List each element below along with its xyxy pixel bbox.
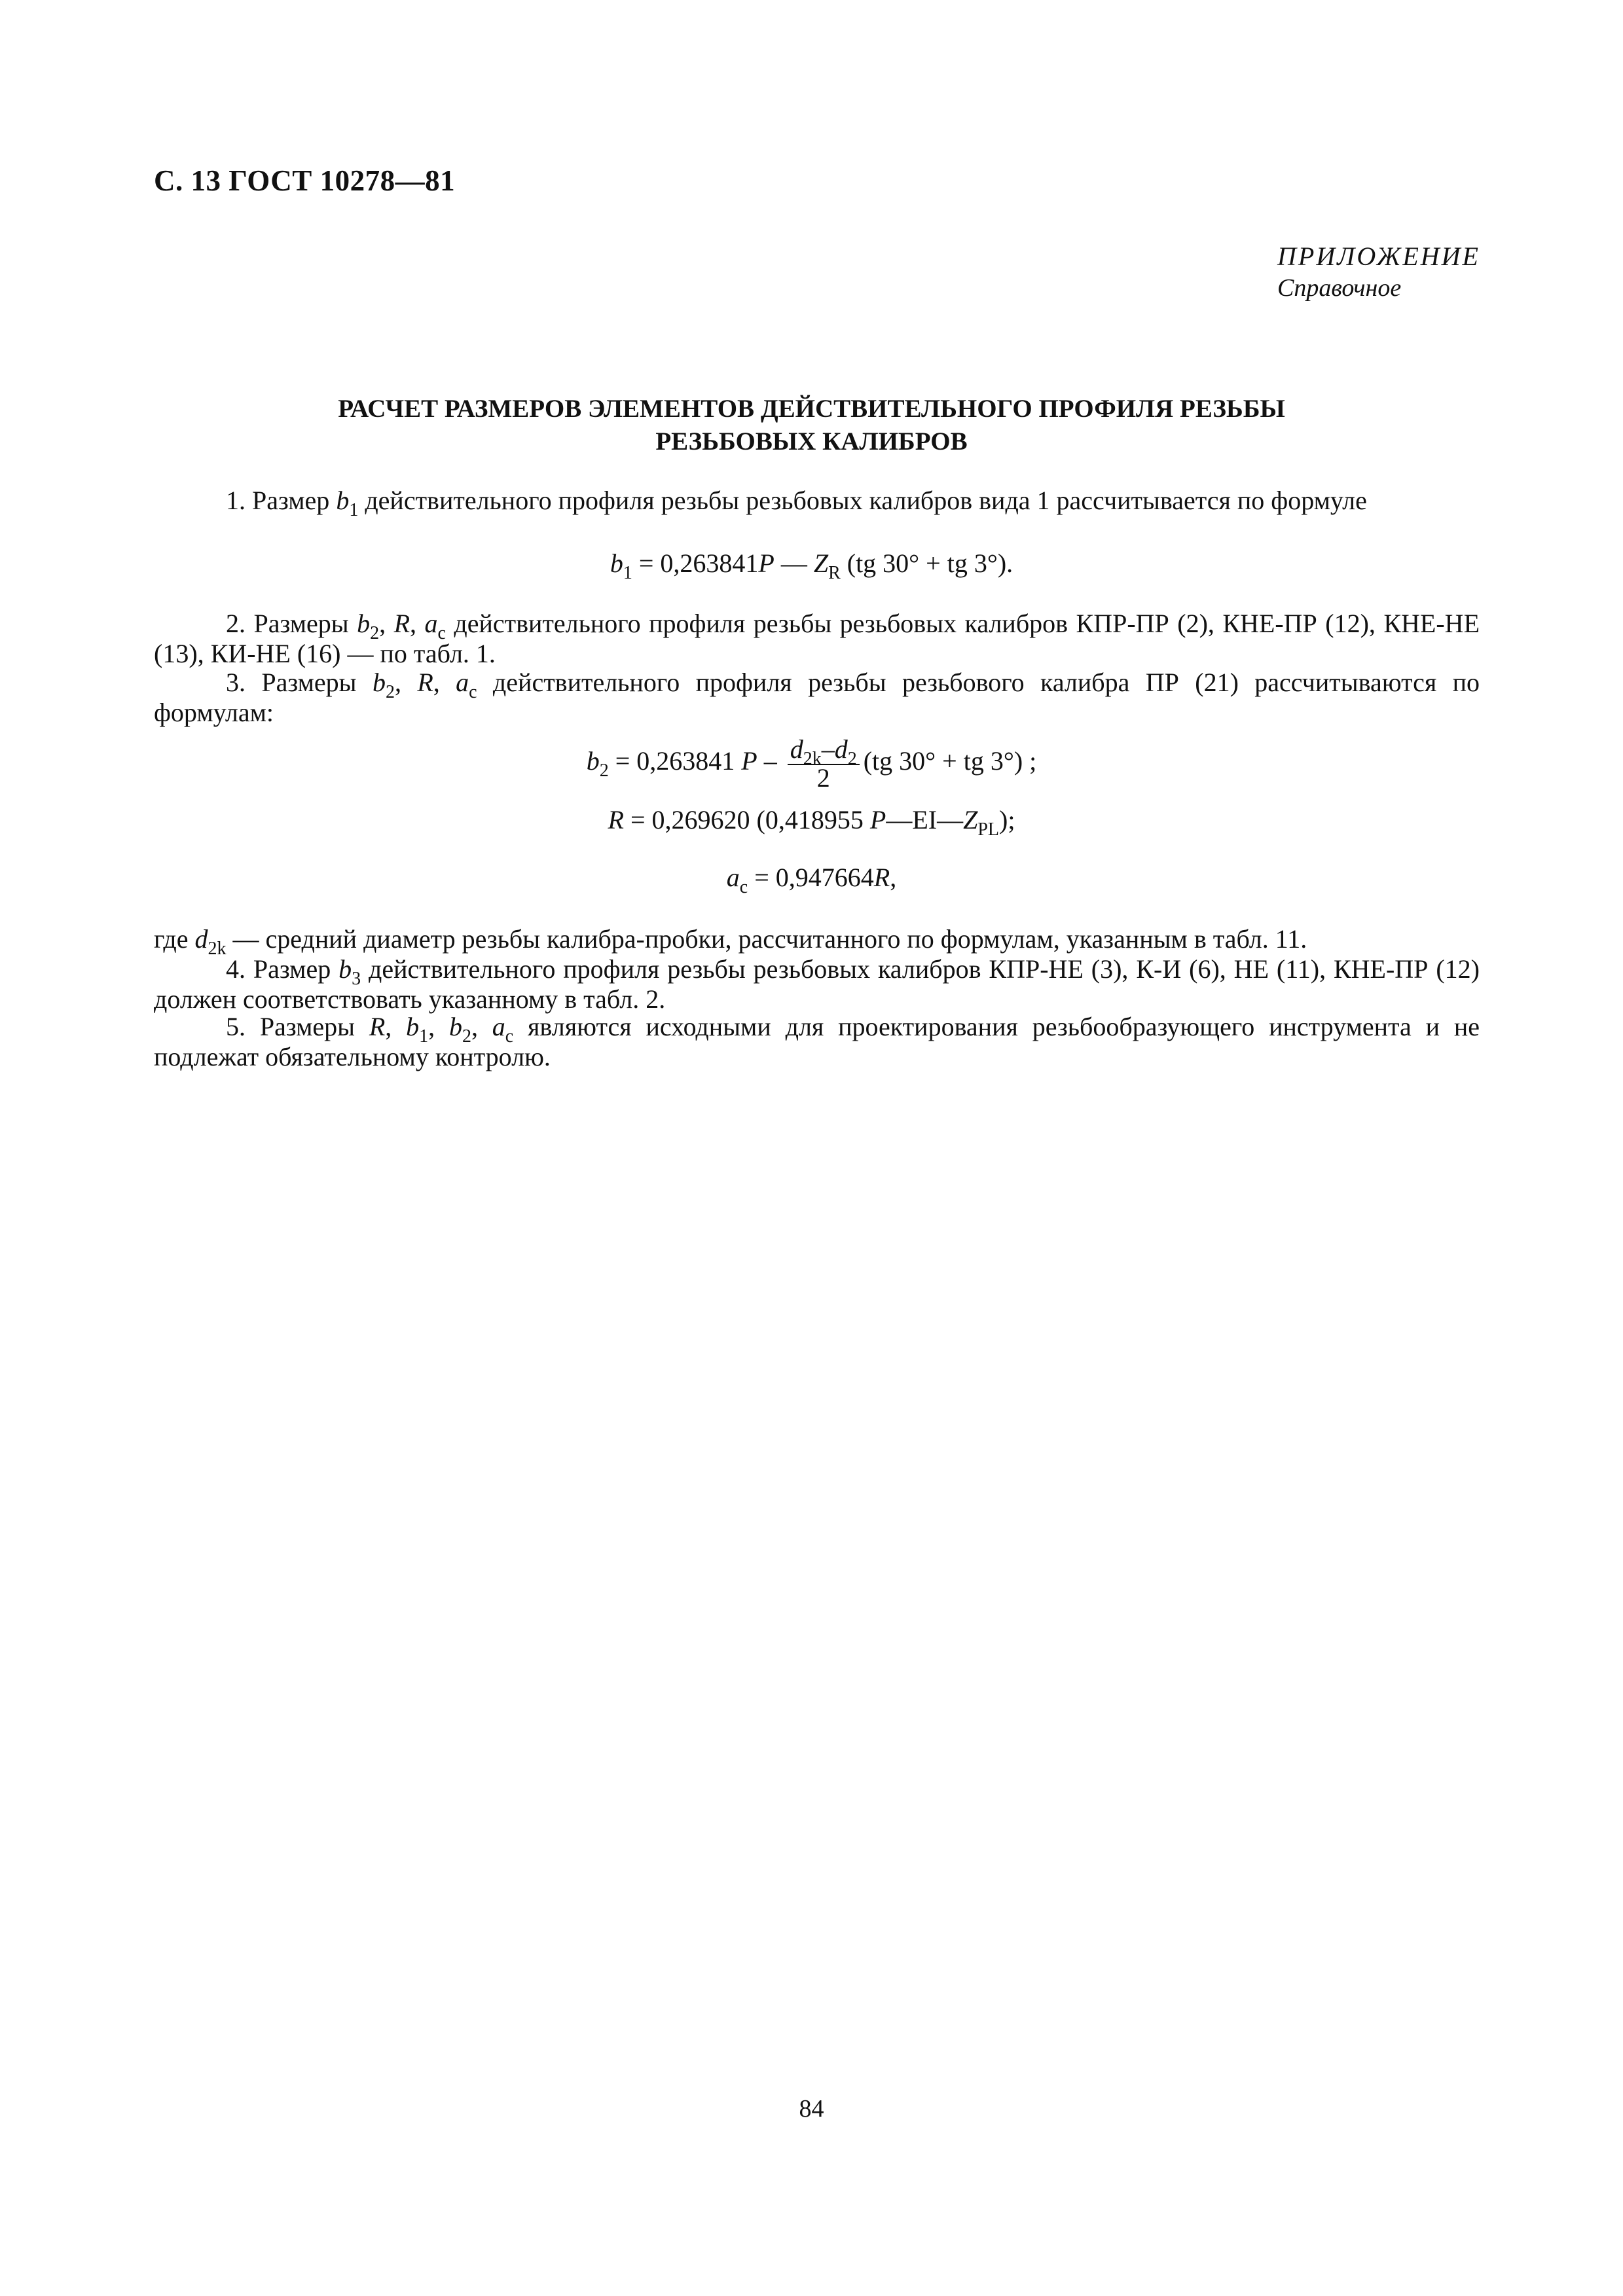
fraction-denominator: 2	[816, 763, 830, 793]
formula-ac: $a_c = 0,947664R$,	[726, 863, 897, 897]
paragraph-4: 4. Размер $b_3$ действительного профиля резьбы резьбовых калибров КПР-НЕ (3), К-И (6), НЕ (11), КНЕ-ПР (12) должен соответствовать указанному в табл. 2.	[154, 954, 1480, 1014]
document-header: С. 13 ГОСТ 10278—81	[154, 164, 456, 197]
document-title-line-1: РАСЧЕТ РАЗМЕРОВ ЭЛЕМЕНТОВ ДЕЙСТВИТЕЛЬНОГО ПРОФИЛЯ РЕЗЬБЫ	[338, 395, 1285, 423]
appendix-label	[1277, 241, 1480, 304]
formula-b1: $b_1 = 0,263841P$ — $Z_R$ (tg 30° + tg 3°).	[610, 548, 1013, 583]
formula-b2: $b_2 = 0,263841$ P – $\frac{d_{2k}-d_2}{2}$ (tg 30° + tg 3°) ;	[586, 734, 1037, 793]
page-number: 84	[799, 2095, 824, 2123]
paragraph-2: 2. Размеры $b_2$, R, $a_c$ действительного профиля резьбы резьбовых калибров КПР-ПР (2), КНЕ-ПР (12), КНЕ-НЕ (13), КИ-НЕ (16) — по табл. 1.	[154, 609, 1480, 668]
paragraph-1: 1. Размер $b_1$ действительного профиля резьбы резьбовых калибров вида 1 рассчитывается по формуле	[226, 486, 1367, 520]
appendix-subtitle: Справочное	[1277, 274, 1402, 302]
document-title	[0, 393, 1623, 458]
fraction	[788, 736, 860, 791]
formula-R: R = 0,269620 (0,418955 $P—EI—Z_{PL}$);	[608, 805, 1015, 840]
paragraph-3: 3. Размеры $b_2$, R, $a_c$ действительного профиля резьбы резьбового калибра ПР (21) рассчитываются по формулам:	[154, 668, 1480, 727]
paragraph-5: 5. Размеры R, $b_1$, $b_2$, $a_c$ являются исходными для проектирования резьбообразующего инструмента и не подлежат обязательному контролю.	[154, 1012, 1480, 1071]
appendix-title: ПРИЛОЖЕНИЕ	[1277, 242, 1480, 271]
paragraph-where: где $d_{2k}$ — средний диаметр резьбы калибра-пробки, рассчитанного по формулам, указанным в табл. 11.	[154, 924, 1307, 959]
fraction-numerator: $d_{2k}-d_2$	[788, 736, 860, 765]
document-title-line-2: РЕЗЬБОВЫХ КАЛИБРОВ	[655, 427, 968, 456]
